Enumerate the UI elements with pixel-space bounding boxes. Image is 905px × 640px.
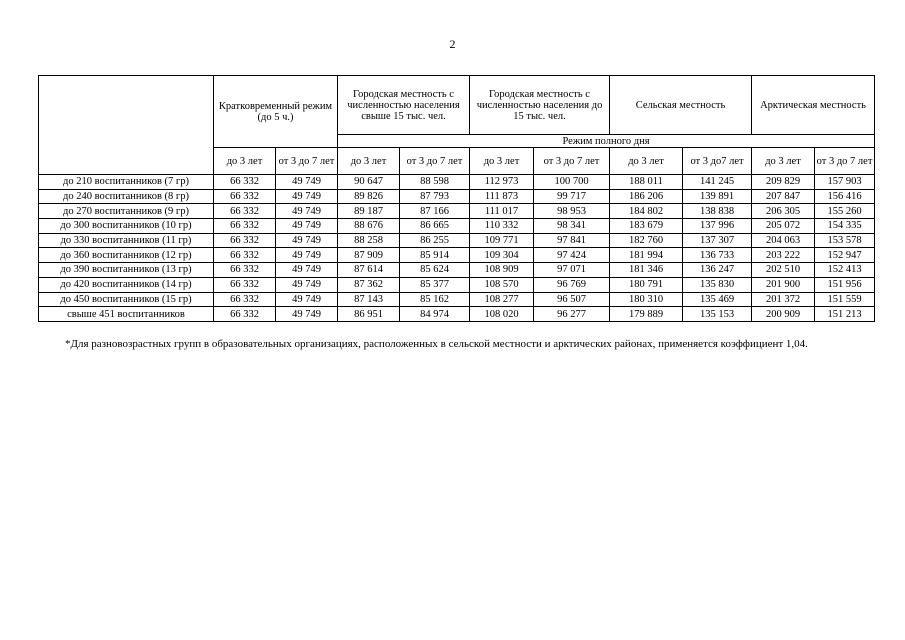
row-label: до 210 воспитанников (7 гр): [39, 175, 214, 190]
age-subheader: до 3 лет: [610, 148, 683, 175]
age-subheader: от 3 до7 лет: [683, 148, 752, 175]
footnote: *Для разновозрастных групп в образовательных организациях, расположенных в сельской местности и арктических районах, применяется коэффициент 1,04.: [65, 338, 808, 350]
table-cell: 86 665: [400, 219, 470, 234]
age-subheader: до 3 лет: [338, 148, 400, 175]
table-cell: 66 332: [214, 307, 276, 322]
table-cell: 204 063: [752, 233, 815, 248]
age-subheader: от 3 до 7 лет: [276, 148, 338, 175]
table-cell: 49 749: [276, 233, 338, 248]
table-cell: 66 332: [214, 263, 276, 278]
table-cell: 207 847: [752, 189, 815, 204]
table-cell: 108 277: [470, 292, 534, 307]
table-cell: 87 362: [338, 277, 400, 292]
col-group-header: Городская местность с численностью населения свыше 15 тыс. чел.: [338, 76, 470, 135]
table-cell: 202 510: [752, 263, 815, 278]
table-cell: 151 559: [815, 292, 875, 307]
table-cell: 66 332: [214, 292, 276, 307]
corner-header-cell: [39, 76, 214, 175]
table-cell: 151 213: [815, 307, 875, 322]
table-cell: 85 624: [400, 263, 470, 278]
table-cell: 49 749: [276, 204, 338, 219]
table-cell: 151 956: [815, 277, 875, 292]
table-cell: 87 143: [338, 292, 400, 307]
table-cell: 49 749: [276, 248, 338, 263]
table-cell: 88 598: [400, 175, 470, 190]
table-cell: 108 570: [470, 277, 534, 292]
table-cell: 66 332: [214, 204, 276, 219]
table-cell: 184 802: [610, 204, 683, 219]
table-cell: 87 614: [338, 263, 400, 278]
table-cell: 203 222: [752, 248, 815, 263]
row-label: до 390 воспитанников (13 гр): [39, 263, 214, 278]
col-group-header: Городская местность с численностью населения до 15 тыс. чел.: [470, 76, 610, 135]
table-cell: 157 903: [815, 175, 875, 190]
table-cell: 97 841: [534, 233, 610, 248]
table-cell: 205 072: [752, 219, 815, 234]
age-subheader: от 3 до 7 лет: [400, 148, 470, 175]
table-cell: 108 909: [470, 263, 534, 278]
table-cell: 139 891: [683, 189, 752, 204]
table-cell: 96 277: [534, 307, 610, 322]
age-subheader: до 3 лет: [470, 148, 534, 175]
table-row: [39, 189, 875, 204]
table-cell: 110 332: [470, 219, 534, 234]
table-cell: 179 889: [610, 307, 683, 322]
table-cell: 100 700: [534, 175, 610, 190]
table-cell: 201 372: [752, 292, 815, 307]
table-cell: 49 749: [276, 219, 338, 234]
col-group-header: Арктическая местность: [752, 76, 875, 135]
table-cell: 111 017: [470, 204, 534, 219]
table-cell: 180 310: [610, 292, 683, 307]
table-cell: 108 020: [470, 307, 534, 322]
age-subheader: до 3 лет: [752, 148, 815, 175]
table-row: [39, 292, 875, 307]
table-cell: 136 247: [683, 263, 752, 278]
table-cell: 206 305: [752, 204, 815, 219]
table-cell: 136 733: [683, 248, 752, 263]
row-label: до 240 воспитанников (8 гр): [39, 189, 214, 204]
table-cell: 109 771: [470, 233, 534, 248]
table-cell: 96 769: [534, 277, 610, 292]
header-row-groups: [39, 76, 875, 135]
table-cell: 88 676: [338, 219, 400, 234]
table-cell: 97 071: [534, 263, 610, 278]
table-cell: 66 332: [214, 248, 276, 263]
row-label: до 300 воспитанников (10 гр): [39, 219, 214, 234]
row-label: до 330 воспитанников (11 гр): [39, 233, 214, 248]
table-cell: 112 973: [470, 175, 534, 190]
table-row: [39, 307, 875, 322]
table-row: [39, 219, 875, 234]
table-cell: 87 793: [400, 189, 470, 204]
table-cell: 87 909: [338, 248, 400, 263]
table-cell: 200 909: [752, 307, 815, 322]
table-cell: 153 578: [815, 233, 875, 248]
age-subheader: от 3 до 7 лет: [815, 148, 875, 175]
table-cell: 135 830: [683, 277, 752, 292]
table-cell: 156 416: [815, 189, 875, 204]
row-label: до 360 воспитанников (12 гр): [39, 248, 214, 263]
table-cell: 49 749: [276, 307, 338, 322]
row-label: свыше 451 воспитанников: [39, 307, 214, 322]
table-cell: 89 826: [338, 189, 400, 204]
col-group-header: Сельская местность: [610, 76, 752, 135]
table-cell: 135 469: [683, 292, 752, 307]
table-cell: 66 332: [214, 219, 276, 234]
table-cell: 137 307: [683, 233, 752, 248]
table-row: [39, 204, 875, 219]
table-cell: 98 953: [534, 204, 610, 219]
table-cell: 137 996: [683, 219, 752, 234]
table-cell: 49 749: [276, 263, 338, 278]
table-cell: 180 791: [610, 277, 683, 292]
page-number: 2: [449, 37, 456, 51]
table-cell: 138 838: [683, 204, 752, 219]
table-cell: 49 749: [276, 277, 338, 292]
table-cell: 186 206: [610, 189, 683, 204]
table-cell: 152 413: [815, 263, 875, 278]
table-cell: 86 255: [400, 233, 470, 248]
table-row: [39, 277, 875, 292]
rates-table: [38, 75, 875, 322]
table-cell: 66 332: [214, 175, 276, 190]
col-group-header: Кратковременный режим (до 5 ч.): [214, 76, 338, 148]
table-cell: 84 974: [400, 307, 470, 322]
table-cell: 181 994: [610, 248, 683, 263]
table-row: [39, 175, 875, 190]
table-cell: 183 679: [610, 219, 683, 234]
table-cell: 85 377: [400, 277, 470, 292]
age-subheader: от 3 до 7 лет: [534, 148, 610, 175]
table-cell: 98 341: [534, 219, 610, 234]
table-cell: 66 332: [214, 233, 276, 248]
table-cell: 88 258: [338, 233, 400, 248]
table-cell: 109 304: [470, 248, 534, 263]
table-cell: 188 011: [610, 175, 683, 190]
table-cell: 87 166: [400, 204, 470, 219]
table-cell: 89 187: [338, 204, 400, 219]
table-cell: 49 749: [276, 175, 338, 190]
table-cell: 96 507: [534, 292, 610, 307]
table-cell: 97 424: [534, 248, 610, 263]
table-cell: 66 332: [214, 277, 276, 292]
table-cell: 181 346: [610, 263, 683, 278]
row-label: до 450 воспитанников (15 гр): [39, 292, 214, 307]
row-label: до 270 воспитанников (9 гр): [39, 204, 214, 219]
table-cell: 141 245: [683, 175, 752, 190]
table-cell: 182 760: [610, 233, 683, 248]
table-cell: 90 647: [338, 175, 400, 190]
table-row: [39, 233, 875, 248]
table-cell: 201 900: [752, 277, 815, 292]
table-row: [39, 263, 875, 278]
table-cell: 154 335: [815, 219, 875, 234]
table-cell: 135 153: [683, 307, 752, 322]
table-cell: 86 951: [338, 307, 400, 322]
full-day-mode-header: Режим полного дня: [338, 135, 875, 148]
table-cell: 99 717: [534, 189, 610, 204]
row-label: до 420 воспитанников (14 гр): [39, 277, 214, 292]
age-subheader: до 3 лет: [214, 148, 276, 175]
table-cell: 209 829: [752, 175, 815, 190]
table-cell: 85 162: [400, 292, 470, 307]
table-cell: 85 914: [400, 248, 470, 263]
table-cell: 66 332: [214, 189, 276, 204]
table-cell: 152 947: [815, 248, 875, 263]
table-cell: 49 749: [276, 189, 338, 204]
table-cell: 155 260: [815, 204, 875, 219]
table-cell: 111 873: [470, 189, 534, 204]
table-cell: 49 749: [276, 292, 338, 307]
table-row: [39, 248, 875, 263]
